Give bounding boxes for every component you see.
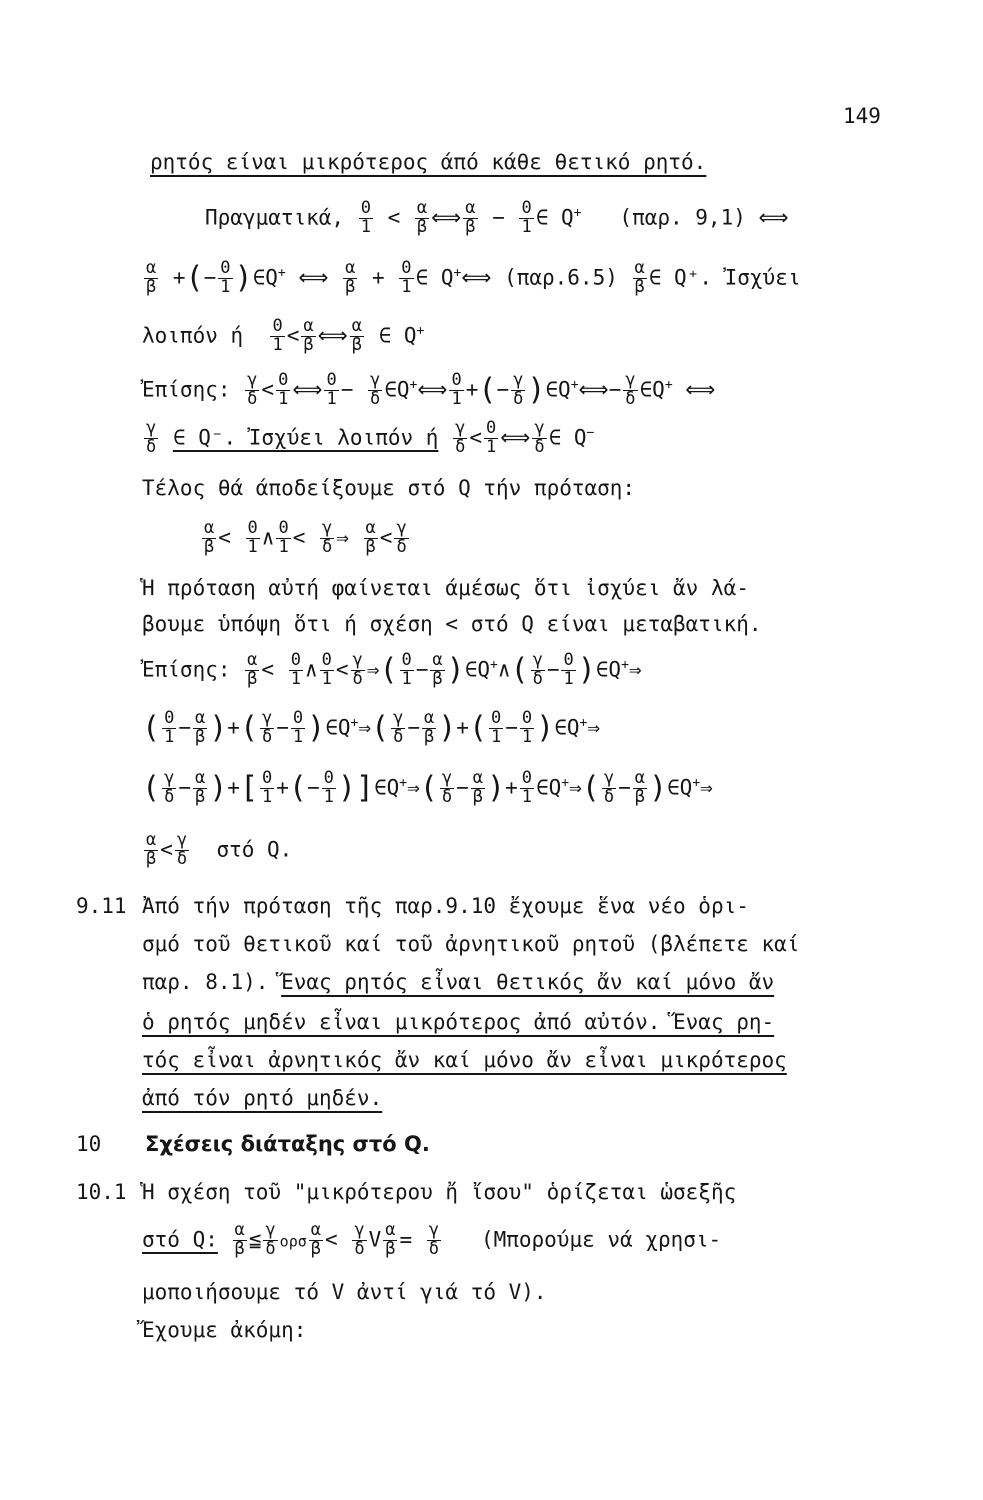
section-9-11-line-5: τός εἶναι ἀρνητικός ἄν καί μόνο ἄν εἶναι μικρότερος <box>142 1048 787 1072</box>
fraction: $\frac{\gamma}{\delta}$ <box>393 708 404 747</box>
fraction: $\frac{0}{1}$ <box>220 258 231 297</box>
line-5-text: Ἐπίσης: <box>142 377 231 402</box>
line-2-text: Πραγματικά, <box>205 205 345 230</box>
section-9-11-line-2: σμό τοῦ θετικοῦ καί τοῦ ἀρνητικοῦ ρητοῦ (βλέπετε καί <box>142 932 800 956</box>
fraction: $\frac{\gamma}{\delta}$ <box>603 768 615 807</box>
fraction: $\frac{\alpha}{\beta}$ <box>234 1220 245 1259</box>
fraction: $\frac{0}{1}$ <box>491 708 502 747</box>
fraction: $\frac{0}{1}$ <box>563 650 574 689</box>
fraction: $\frac{\alpha}{\beta}$ <box>416 198 428 237</box>
line-9: Ἡ πρόταση αὐτή φαίνεται άμέσως ὅτι ἰσχύει ἄν λά- <box>142 576 749 600</box>
section-9-11-number: 9.11 <box>76 894 127 918</box>
fraction: $\frac{\gamma}{\delta}$ <box>532 650 543 689</box>
line-14-text: στό Q. <box>216 837 293 862</box>
fraction: $\frac{\gamma}{\delta}$ <box>262 708 273 747</box>
fraction: $\frac{0}{1}$ <box>360 198 371 237</box>
fraction: $\frac{0}{1}$ <box>401 258 412 297</box>
section-10-1-line-2-pre: στό Q: <box>142 1227 218 1252</box>
section-10-1-line-2-post: (Μπορούμε νά χρησι- <box>480 1227 722 1252</box>
fraction: $\frac{\gamma}{\delta}$ <box>352 650 363 689</box>
line-3: $\frac{\alpha}{\beta}$ +(− $\frac{0}{1}$ )∈Q+ ⟺ $\frac{\alpha}{\beta}$ + $\frac{0}{1}$ ∈ Q+⟺ (παρ.6.5) $\frac{\alpha}{\beta}$ ∈ Q⁺. Ἰσχύει <box>146 258 801 297</box>
fraction: $\frac{0}{1}$ <box>323 768 334 807</box>
fraction: $\frac{\alpha}{\beta}$ <box>634 258 645 297</box>
line-12: ( $\frac{0}{1}$ − $\frac{\alpha}{\beta}$ )+( $\frac{\gamma}{\delta}$ − $\frac{0}{1}$ )∈Q+⇒( $\frac{\gamma}{\delta}$ − $\frac{\alpha}{\beta}$ )+( $\frac{0}{1}$ − $\frac{0}{1}$ )∈Q+⇒ <box>142 708 600 747</box>
fraction: $\frac{\gamma}{\delta}$ <box>164 768 175 807</box>
fraction: $\frac{\alpha}{\beta}$ <box>472 768 483 807</box>
line-10: βουμε ὑπόψη ὅτι ή σχέση < στό Q είναι μεταβατική. <box>142 612 762 636</box>
fraction: $\frac{\gamma}{\delta}$ <box>428 1220 440 1259</box>
line-14: $\frac{\alpha}{\beta}$ < $\frac{\gamma}{\delta}$ στό Q. <box>146 830 293 869</box>
line-4-text: λοιπόν ή <box>142 323 244 348</box>
fraction: $\frac{\alpha}{\beta}$ <box>310 1220 322 1259</box>
fraction: $\frac{\gamma}{\delta}$ <box>625 370 636 409</box>
fraction: $\frac{\alpha}{\beta}$ <box>345 258 356 297</box>
fraction: $\frac{\alpha}{\beta}$ <box>194 708 206 747</box>
line-11-text: Ἐπίσης: <box>142 657 231 682</box>
section-10-1-line-3: μοποιήσουμε τό V ἀντί γιά τό V). <box>142 1280 547 1304</box>
fraction: $\frac{0}{1}$ <box>292 708 304 747</box>
line-2-ref: (παρ. 9,1) ⟺ <box>619 205 789 230</box>
fraction: $\frac{\gamma}{\delta}$ <box>146 418 157 457</box>
fraction: $\frac{\alpha}{\beta}$ <box>432 650 443 689</box>
fraction: $\frac{0}{1}$ <box>164 708 175 747</box>
fraction: $\frac{0}{1}$ <box>290 650 301 689</box>
section-10-1-line-4: Ἔχουμε ἀκόμη: <box>142 1318 307 1342</box>
line-3-ref: (παρ.6.5) <box>504 265 618 290</box>
fraction: $\frac{0}{1}$ <box>247 518 258 557</box>
fraction: $\frac{\gamma}{\delta}$ <box>455 418 466 457</box>
fraction: $\frac{0}{1}$ <box>451 370 462 409</box>
fraction: $\frac{\alpha}{\beta}$ <box>146 830 157 869</box>
section-10-1-line-2: στό Q: $\frac{\alpha}{\beta}$ ≦ $\frac{\gamma}{\delta}$ ορσ $\frac{\alpha}{\beta}$ < $\frac{\gamma}{\delta}$ V $\frac{\alpha}{\beta}$ = $\frac{\gamma}{\delta}$ (Μπορούμε νά χρησι- <box>142 1220 722 1259</box>
section-10-number: 10 <box>76 1132 102 1156</box>
line-13: ( $\frac{\gamma}{\delta}$ − $\frac{\alpha}{\beta}$ )+[ $\frac{0}{1}$ +(− $\frac{0}{1}$ )]∈Q+⇒( $\frac{\gamma}{\delta}$ − $\frac{\alpha}{\beta}$ )+ $\frac{0}{1}$ ∈Q+⇒( $\frac{\gamma}{\delta}$ − $\frac{\alpha}{\beta}$ )∈Q+⇒ <box>142 768 713 807</box>
fraction: $\frac{\alpha}{\beta}$ <box>365 518 376 557</box>
fraction: $\frac{\gamma}{\delta}$ <box>354 1220 365 1259</box>
fraction: $\frac{\gamma}{\delta}$ <box>441 768 453 807</box>
fraction: $\frac{\gamma}{\delta}$ <box>534 418 545 457</box>
section-9-11-line-3 <box>142 970 774 995</box>
line-6: $\frac{\gamma}{\delta}$ ∈ Q⁻. Ἰσχύει λοιπόν ή $\frac{\gamma}{\delta}$ < $\frac{0}{1}$ ⟺ $\frac{\gamma}{\delta}$ ∈ Q− <box>146 418 595 457</box>
fraction: $\frac{\alpha}{\beta}$ <box>465 198 476 237</box>
line-11: Ἐπίσης: $\frac{\alpha}{\beta}$ < $\frac{0}{1}$ ∧ $\frac{0}{1}$ < $\frac{\gamma}{\delta}$ ⇒( $\frac{0}{1}$ − $\frac{\alpha}{\beta}$ )∈Q+∧( $\frac{\gamma}{\delta}$ − $\frac{0}{1}$ )∈Q+⇒ <box>142 650 642 689</box>
fraction: $\frac{\alpha}{\beta}$ <box>351 316 362 355</box>
line-3-end: ∈ Q⁺. Ἰσχύει <box>648 265 801 290</box>
line-2: Πραγματικά, $\frac{0}{1}$ < $\frac{\alpha}{\beta}$ ⟺ $\frac{\alpha}{\beta}$ − $\frac{0}{1}$ ∈ Q+ (παρ. 9,1) ⟺ <box>205 198 789 237</box>
section-9-11-line-1: Ἀπό τήν πρόταση τῆς παρ.9.10 ἔχουμε ἕνα νέο ὁρι- <box>142 894 749 918</box>
fraction: $\frac{0}{1}$ <box>278 518 289 557</box>
line-6-text: ∈ Q⁻. Ἰσχύει λοιπόν ή <box>172 425 439 450</box>
fraction: $\frac{\gamma}{\delta}$ <box>396 518 407 557</box>
section-10-1-line-1: Ἡ σχέση τοῦ "μικρότερου ἤ ἴσου" ὁρίζεται ὡσεξῆς <box>142 1180 737 1204</box>
fraction: $\frac{0}{1}$ <box>485 418 497 457</box>
fraction: $\frac{\gamma}{\delta}$ <box>176 830 188 869</box>
line-5: Ἐπίσης: $\frac{\gamma}{\delta}$ < $\frac{0}{1}$ ⟺ $\frac{0}{1}$ − $\frac{\gamma}{\delta}$ ∈Q+⟺ $\frac{0}{1}$ +(− $\frac{\gamma}{\delta}$ )∈Q+⟺− $\frac{\gamma}{\delta}$ ∈Q+ ⟺ <box>142 370 716 409</box>
fraction: $\frac{0}{1}$ <box>272 316 283 355</box>
line-8: $\frac{\alpha}{\beta}$ < $\frac{0}{1}$ ∧ $\frac{0}{1}$ < $\frac{\gamma}{\delta}$ ⇒ $\frac{\alpha}{\beta}$ < $\frac{\gamma}{\delta}$ <box>204 518 407 557</box>
fraction: $\frac{\alpha}{\beta}$ <box>204 518 215 557</box>
fraction: $\frac{\alpha}{\beta}$ <box>247 650 258 689</box>
fraction: $\frac{\alpha}{\beta}$ <box>634 768 645 807</box>
fraction: $\frac{\alpha}{\beta}$ <box>423 708 435 747</box>
fraction: $\frac{\alpha}{\beta}$ <box>303 316 314 355</box>
fraction: $\frac{\alpha}{\beta}$ <box>385 1220 396 1259</box>
section-9-11-line-3b: Ἕνας ρητός εἶναι θετικός ἄν καί μόνο ἄν <box>281 970 775 994</box>
fraction: $\frac{0}{1}$ <box>262 768 273 807</box>
section-9-11-line-4: ὁ ρητός μηδέν εἶναι μικρότερος ἀπό αὐτόν. Ἕνας ρη- <box>142 1010 775 1034</box>
fraction: $\frac{0}{1}$ <box>321 650 332 689</box>
fraction: $\frac{\gamma}{\delta}$ <box>265 1220 276 1259</box>
section-9-11-line-6: ἀπό τόν ρητό μηδέν. <box>142 1086 383 1110</box>
fraction: $\frac{0}{1}$ <box>401 650 412 689</box>
fraction: $\frac{\gamma}{\delta}$ <box>247 370 258 409</box>
fraction: $\frac{0}{1}$ <box>521 198 532 237</box>
fraction: $\frac{\alpha}{\beta}$ <box>194 768 206 807</box>
fraction: $\frac{\gamma}{\delta}$ <box>369 370 381 409</box>
fraction: $\frac{0}{1}$ <box>521 708 533 747</box>
line-7: Τέλος θά άποδείξουμε στό Q τήν πρόταση: <box>142 476 636 500</box>
fraction: $\frac{0}{1}$ <box>278 370 289 409</box>
section-10-title: Σχέσεις διάταξης στό Q. <box>145 1132 430 1156</box>
line-4: λοιπόν ή $\frac{0}{1}$ < $\frac{\alpha}{\beta}$ ⟺ $\frac{\alpha}{\beta}$ ∈ Q+ <box>142 316 425 355</box>
line-1: ρητός είναι μικρότερος άπό κάθε θετικό ρητό. <box>150 150 707 174</box>
fraction: $\frac{\alpha}{\beta}$ <box>146 258 157 297</box>
page-number: 149 <box>843 104 881 128</box>
fraction: $\frac{0}{1}$ <box>326 370 337 409</box>
section-10-1-number: 10.1 <box>76 1180 127 1204</box>
section-9-11-line-3a: παρ. 8.1). <box>142 970 269 994</box>
fraction: $\frac{0}{1}$ <box>521 768 532 807</box>
fraction: $\frac{\gamma}{\delta}$ <box>513 370 524 409</box>
fraction: $\frac{\gamma}{\delta}$ <box>322 518 333 557</box>
